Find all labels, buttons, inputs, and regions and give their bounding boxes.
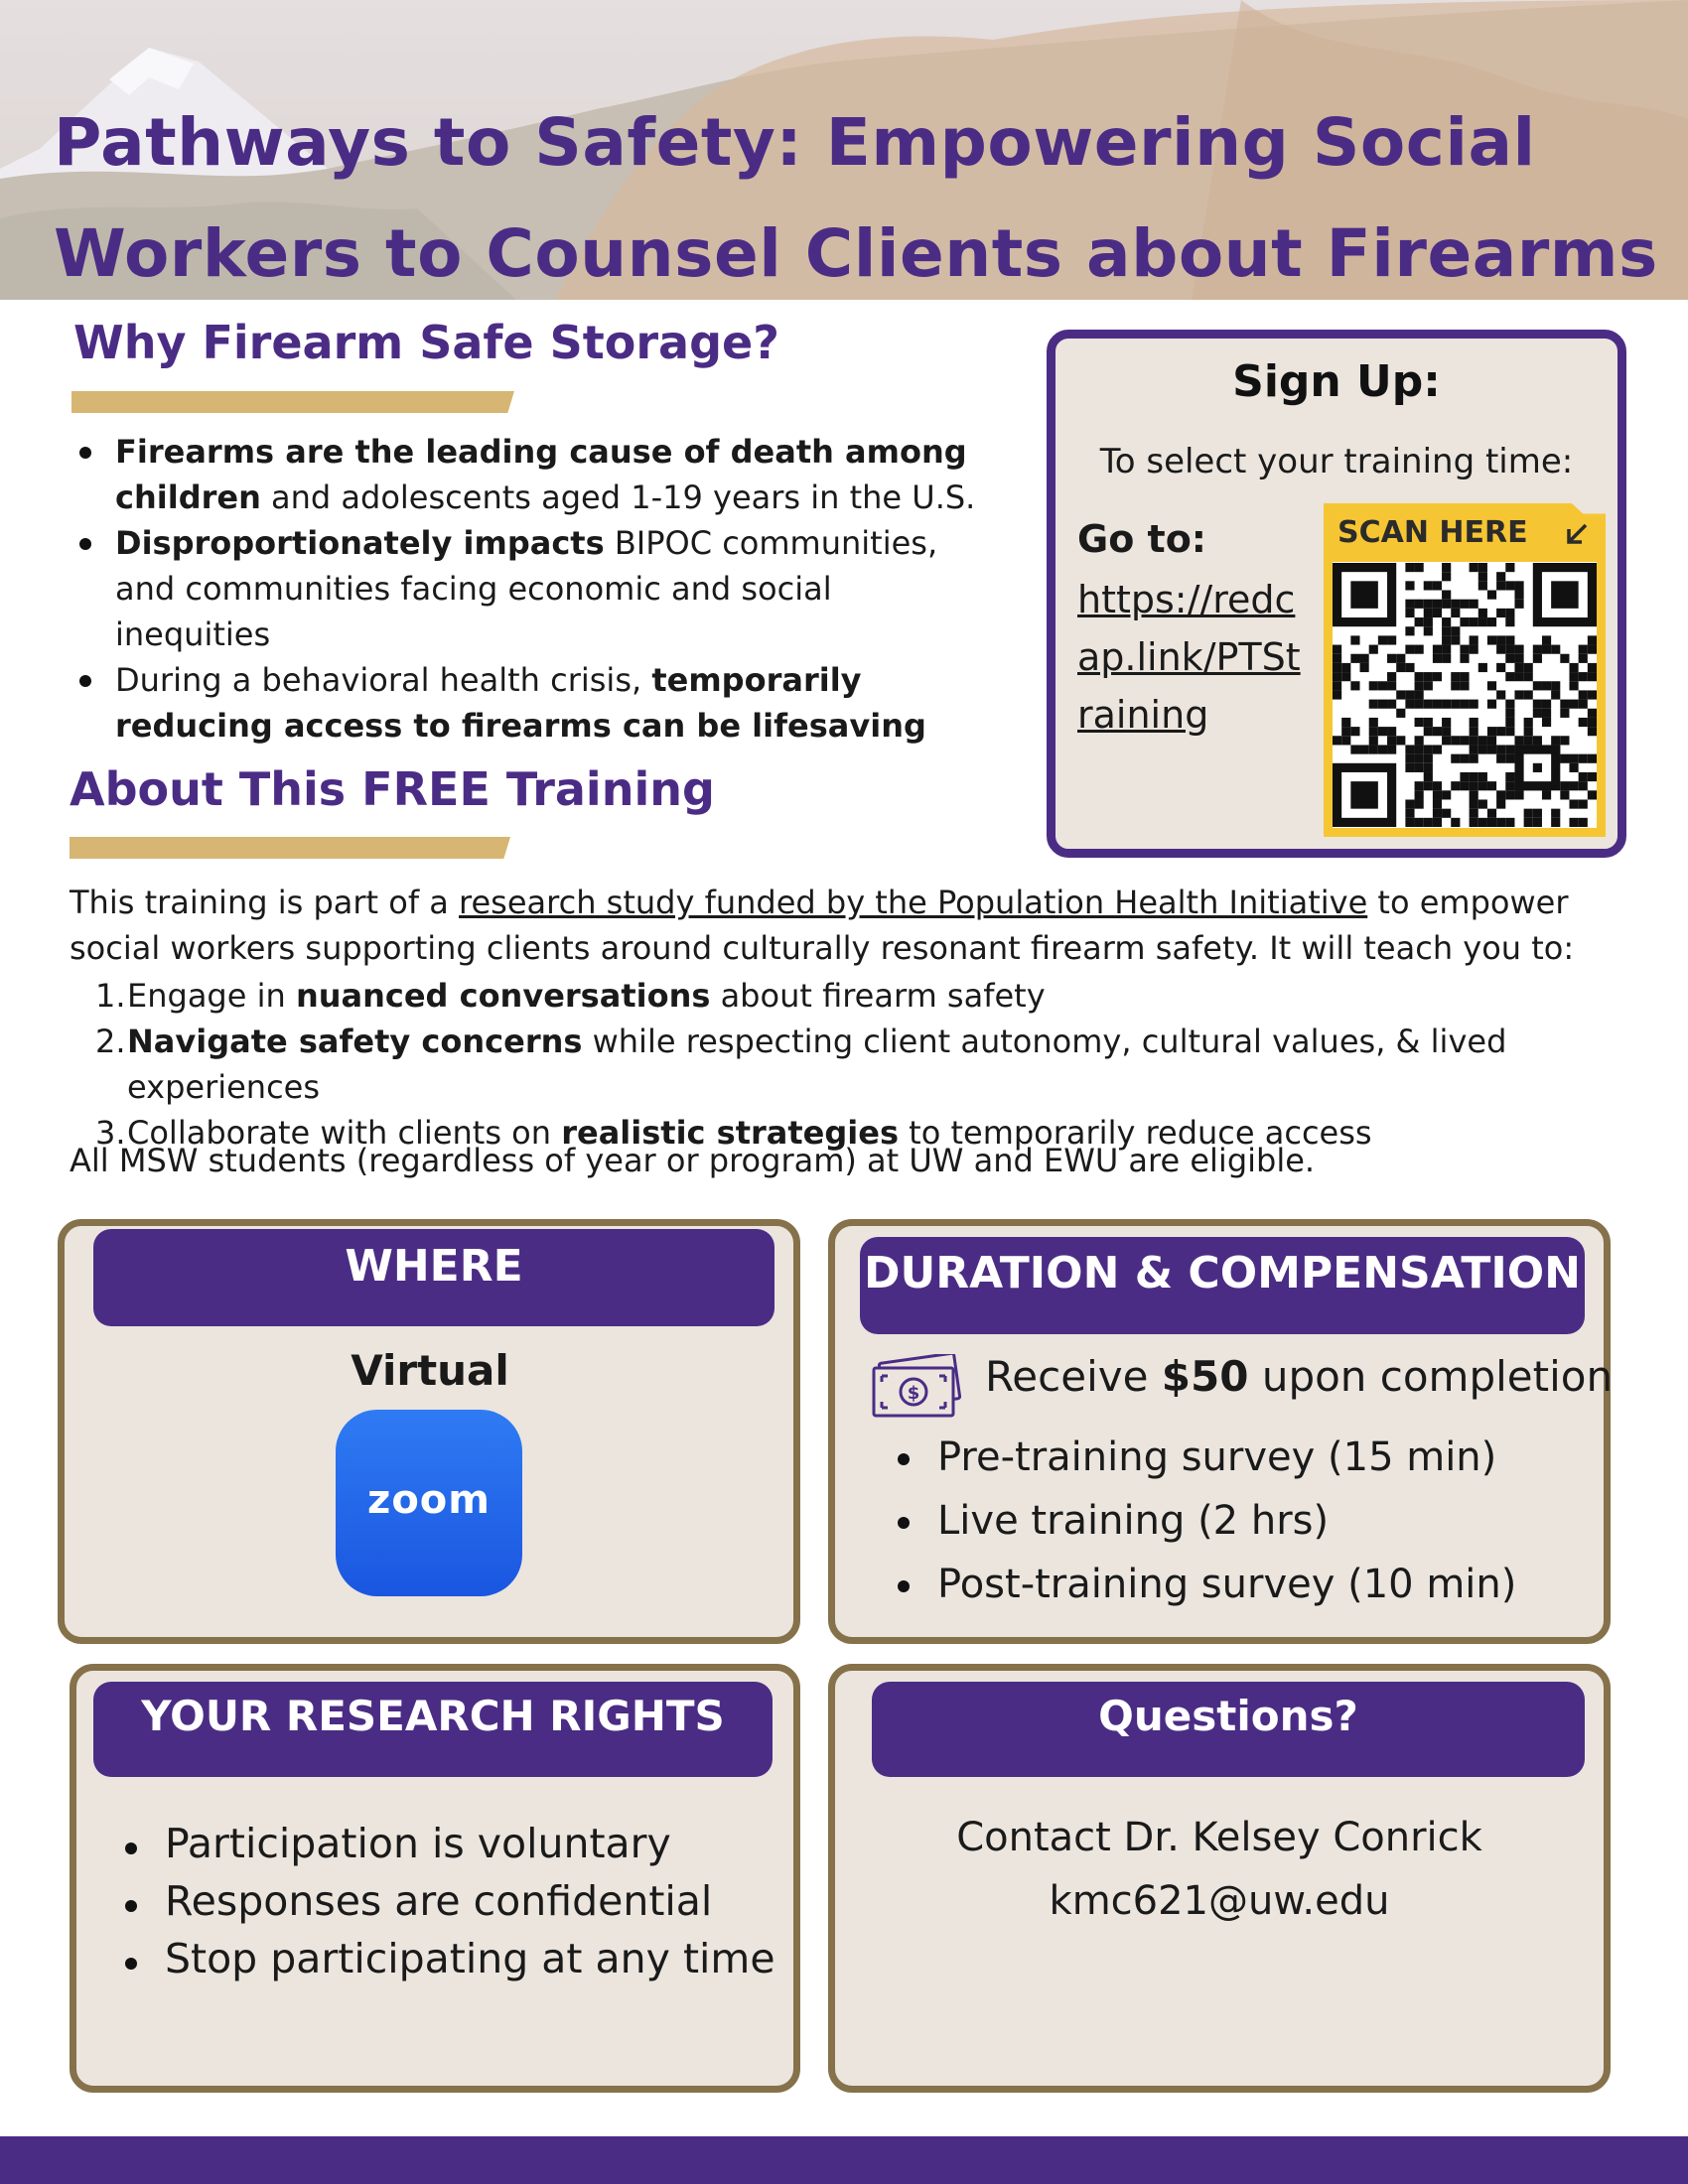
signup-box xyxy=(1047,330,1626,858)
svg-text:$: $ xyxy=(907,1383,920,1404)
zoom-logo-text: zoom xyxy=(367,1477,491,1523)
compensation-text: Receive $50 upon completion xyxy=(985,1352,1614,1401)
about-paragraph: This training is part of a research study funded by the Population Health Initiative to empower social workers supporting clients around culturally resonant firearm safety. It will teach you to: xyxy=(70,884,1575,967)
about-item: 1. Engage in nuanced conversations about firearm safety xyxy=(95,977,1046,1015)
qr-code-block[interactable] xyxy=(1324,503,1606,837)
rights-list xyxy=(117,1815,792,1987)
page-title: Pathways to Safety: Empowering Social Workers to Counsel Clients about Firearms xyxy=(54,104,1658,292)
rights-item: Responses are confidential xyxy=(117,1872,792,1930)
about-list xyxy=(95,973,1674,1156)
duration-list xyxy=(890,1426,1585,1616)
goto-label: Go to: xyxy=(1077,517,1206,561)
duration-heading: DURATION & COMPENSATION xyxy=(860,1237,1585,1334)
duration-item: Pre-training survey (15 min) xyxy=(890,1426,1585,1489)
zoom-app-icon xyxy=(336,1410,522,1596)
contact-email-link[interactable]: kmc621@uw.edu xyxy=(1049,1878,1390,1924)
compensation-amount: $50 xyxy=(1161,1352,1249,1401)
qr-code-icon xyxy=(1333,562,1597,828)
research-study-link[interactable]: research study funded by the Population Health Initiative xyxy=(459,884,1368,921)
where-heading: WHERE xyxy=(93,1229,774,1326)
header-banner xyxy=(0,0,1688,300)
why-item: During a behavioral health crisis, temporarily reducing access to firearms can be lifesaving xyxy=(79,657,993,749)
scan-here-label: SCAN HERE xyxy=(1337,515,1528,550)
signup-title: Sign Up: xyxy=(1232,356,1441,407)
footer-bar xyxy=(0,2136,1688,2184)
rights-heading: YOUR RESEARCH RIGHTS xyxy=(93,1682,773,1777)
eligibility-text: All MSW students (regardless of year or program) at UW and EWU are eligible. xyxy=(70,1142,1316,1179)
signup-subtitle: To select your training time: xyxy=(1099,442,1574,481)
arrow-down-left-icon xyxy=(1562,519,1592,549)
why-list xyxy=(79,429,993,749)
rights-item: Stop participating at any time xyxy=(117,1930,792,1987)
about-underline xyxy=(70,837,510,859)
why-item: Firearms are the leading cause of death among children and adolescents aged 1-19 years in the U.S. xyxy=(79,429,993,520)
duration-item: Post-training survey (10 min) xyxy=(890,1553,1585,1616)
about-heading: About This FREE Training xyxy=(70,762,715,816)
why-heading: Why Firearm Safe Storage? xyxy=(73,316,779,369)
about-item: 2. Navigate safety concerns while respecting client autonomy, cultural values, & lived experiences xyxy=(95,1023,1507,1106)
about-item: 3. Collaborate with clients on realistic strategies to temporarily reduce access xyxy=(95,1114,1372,1152)
why-underline xyxy=(71,391,514,413)
signup-link[interactable]: https://redcap.link/PTStraining xyxy=(1077,578,1301,737)
duration-item: Live training (2 hrs) xyxy=(890,1489,1585,1553)
where-mode: Virtual xyxy=(351,1346,509,1395)
questions-contact: Contact Dr. Kelsey Conrick xyxy=(956,1815,1482,1860)
why-item: Disproportionately impacts BIPOC communities, and communities facing economic and social inequities xyxy=(79,520,993,657)
qr-code-frame xyxy=(1324,553,1606,837)
questions-heading: Questions? xyxy=(872,1682,1585,1777)
money-bill-icon xyxy=(868,1354,965,1422)
rights-item: Participation is voluntary xyxy=(117,1815,792,1872)
